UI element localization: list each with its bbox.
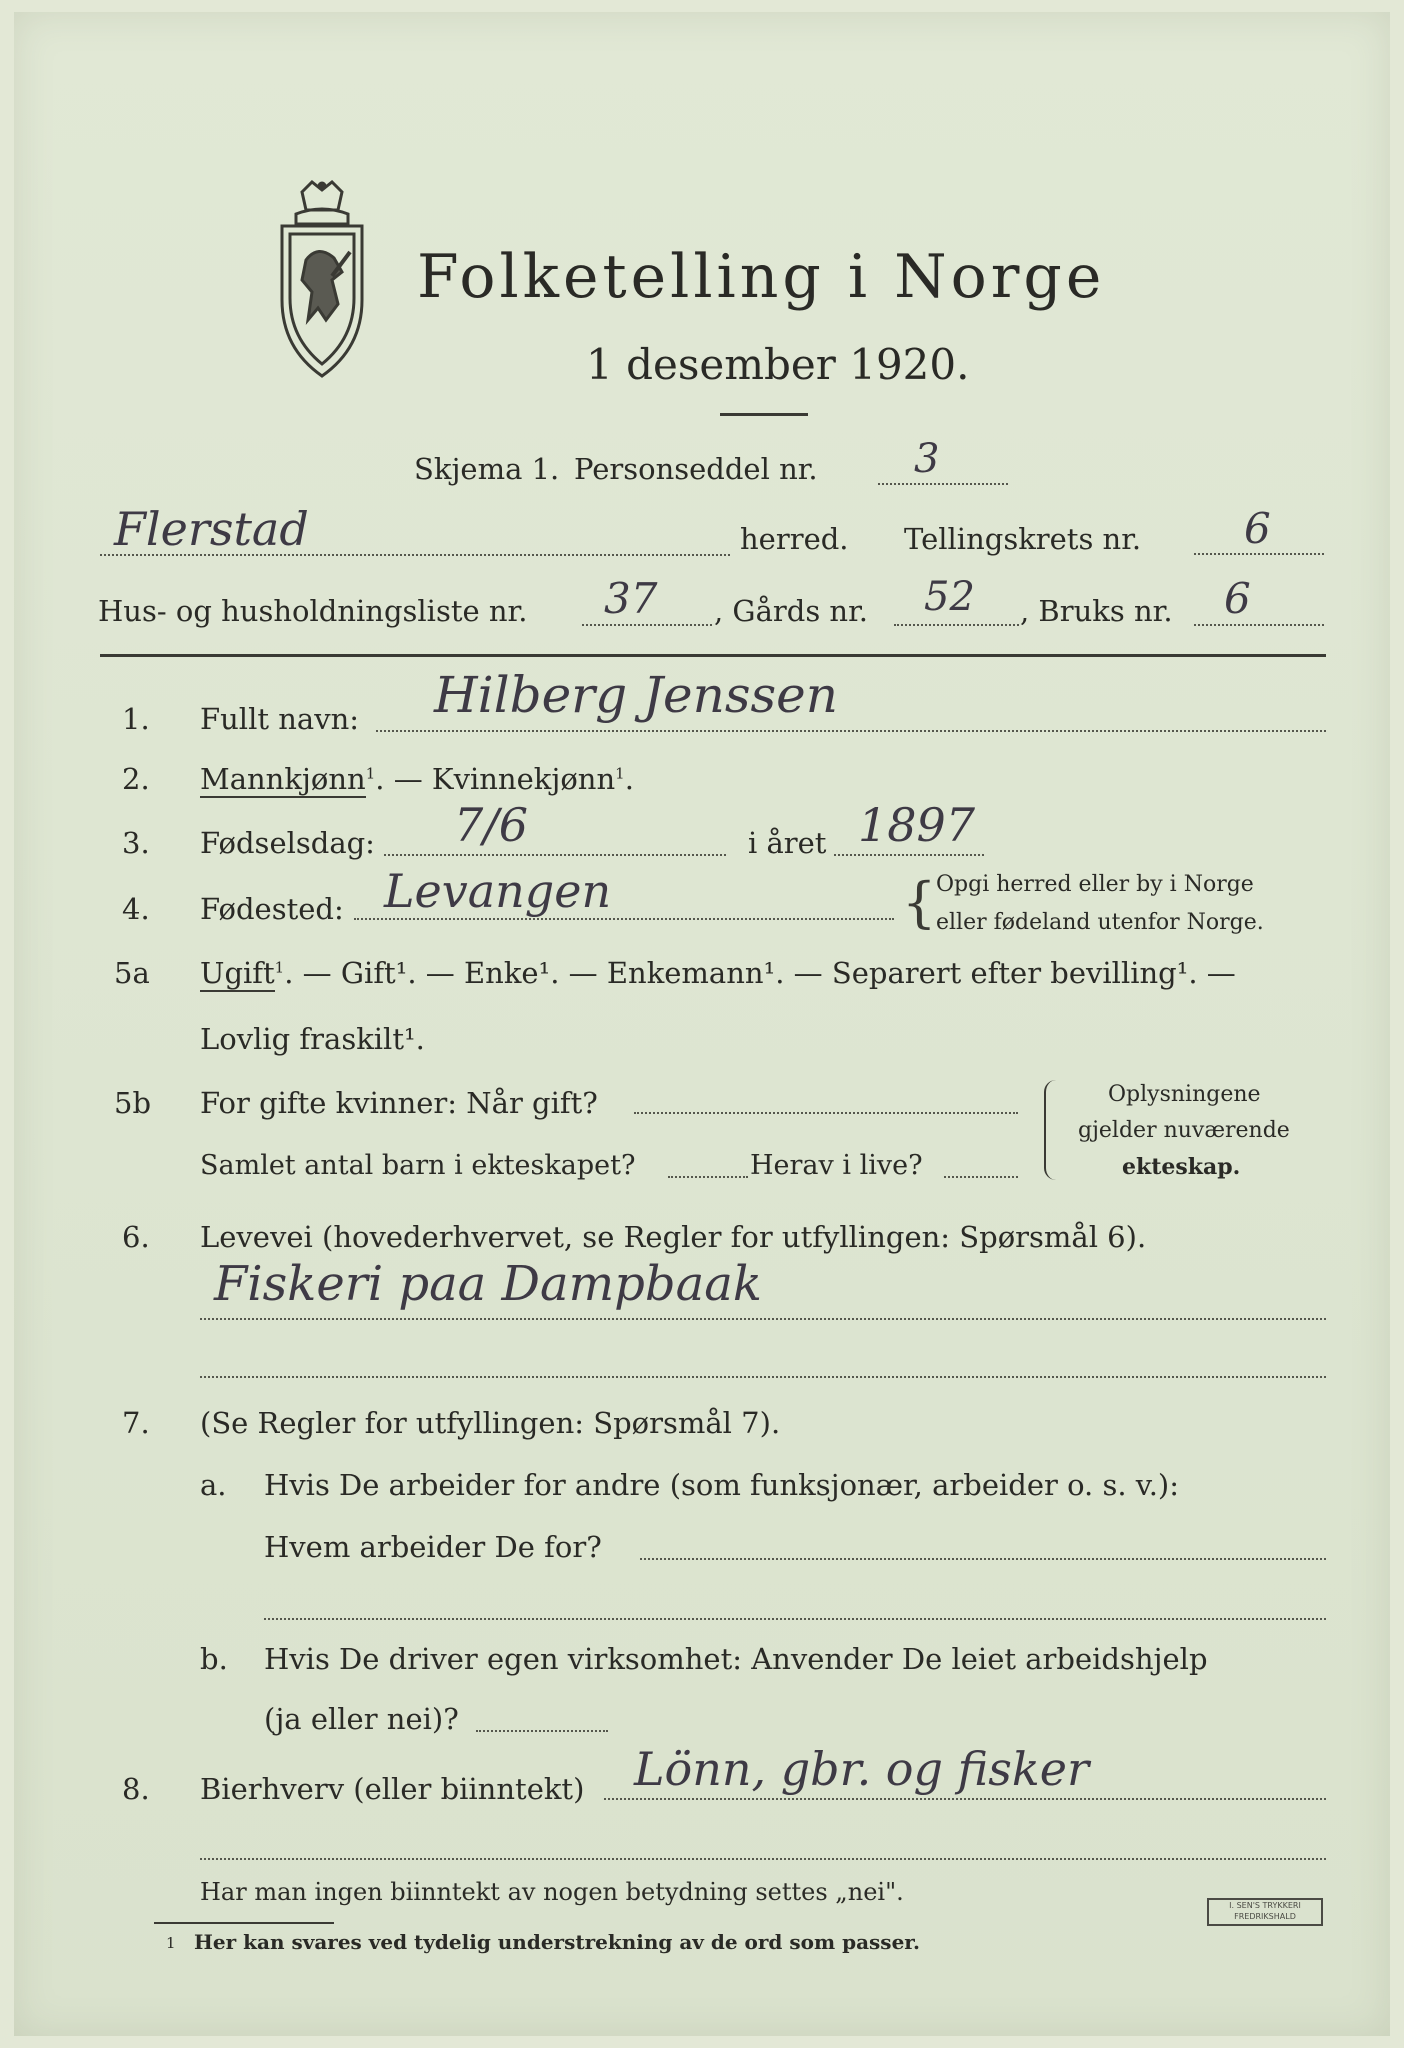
q4-note-line2: eller fødeland utenfor Norge. (936, 910, 1264, 935)
q3-year-value[interactable]: 1897 (858, 798, 976, 852)
q3-year-label: i året (748, 826, 827, 860)
q1-number: 1. (122, 702, 150, 736)
gards-value[interactable]: 52 (924, 574, 975, 620)
herred-value[interactable]: Flerstad (114, 502, 309, 556)
q7a-line2: Hvem arbeider De for? (264, 1530, 602, 1564)
q5b-alive-line (944, 1176, 1018, 1178)
hus-label: Hus- og husholdningsliste nr. (98, 594, 528, 628)
q7-number: 7. (122, 1406, 150, 1440)
personseddel-line (878, 483, 1008, 485)
q5b-number: 5b (114, 1086, 152, 1120)
herred-label: herred. (740, 522, 849, 556)
q3-birthday-value[interactable]: 7/6 (454, 798, 529, 852)
q5b-married-line (634, 1112, 1018, 1114)
q6-occupation-value[interactable]: Fiskeri paa Dampbaak (214, 1256, 762, 1312)
q4-number: 4. (122, 892, 150, 926)
q4-brace: { (902, 871, 937, 934)
q5b-line1: For gifte kvinner: Når gift? (200, 1086, 598, 1120)
q4-label: Fødested: (200, 892, 344, 926)
q5b-children-line (668, 1176, 748, 1178)
q8-line (604, 1798, 1326, 1800)
q2-separator: . — (375, 762, 432, 796)
printer-stamp (1207, 1898, 1323, 1926)
stamp-line1: I. SEN'S TRYKKERI (1229, 1901, 1301, 1910)
schema-label: Skjema 1. (414, 452, 560, 486)
census-form-sheet (14, 12, 1390, 2036)
coat-of-arms-icon (262, 180, 382, 380)
hus-line (582, 624, 712, 626)
q5a-ugift-option[interactable]: Ugift (200, 956, 275, 990)
gards-line (894, 624, 1019, 626)
q7b-answer-line (476, 1730, 608, 1732)
q5b-alive-label: Herav i live? (750, 1150, 923, 1181)
tellingskrets-label: Tellingskrets nr. (904, 522, 1142, 556)
header-divider (100, 654, 1326, 657)
tellingskrets-value[interactable]: 6 (1244, 504, 1271, 553)
q8-line2 (200, 1858, 1326, 1860)
q7a-employer-line2 (264, 1618, 1326, 1620)
q2-male-option[interactable]: Mannkjønn (200, 762, 366, 796)
q2-number: 2. (122, 762, 150, 796)
q5b-children-label: Samlet antal barn i ekteskapet? (200, 1150, 636, 1181)
q7a-line1: Hvis De arbeider for andre (som funksjonær, arbeider o. s. v.): (264, 1468, 1180, 1502)
q4-birthplace-value[interactable]: Levangen (384, 864, 612, 918)
gards-label: , Gårds nr. (714, 594, 868, 628)
q5b-note-line3: ekteskap. (1122, 1154, 1241, 1180)
q5a-number: 5a (114, 956, 150, 990)
q8-label: Bierhverv (eller biinntekt) (200, 1772, 585, 1806)
personseddel-value[interactable]: 3 (914, 436, 940, 482)
stamp-line2: FREDRIKSHALD (1234, 1912, 1296, 1921)
tellingskrets-line (1194, 553, 1324, 555)
personseddel-label: Personseddel nr. (574, 452, 818, 486)
q7a-letter: a. (200, 1468, 227, 1502)
q8-number: 8. (122, 1772, 150, 1806)
q1-line (376, 730, 1326, 732)
title-divider (720, 413, 808, 416)
q7a-employer-line (640, 1558, 1326, 1560)
q4-note-line1: Opgi herred eller by i Norge (936, 872, 1254, 897)
q5a-other-options[interactable]: . — Gift¹. — Enke¹. — Enkemann¹. — Separert efter bevilling¹. — (284, 956, 1236, 990)
bruks-line (1194, 624, 1324, 626)
q8-side-income-value[interactable]: Lönn, gbr. og fisker (634, 1742, 1089, 1796)
footnote-mark: 1 (166, 1934, 176, 1952)
q3-year-line (834, 854, 984, 856)
q2-end: . (624, 762, 634, 796)
q7b-letter: b. (200, 1642, 228, 1676)
q1-full-name-value[interactable]: Hilberg Jenssen (434, 666, 838, 724)
q3-line (384, 854, 726, 856)
q6-number: 6. (122, 1220, 150, 1254)
hus-value[interactable]: 37 (604, 574, 658, 623)
q6-label: Levevei (hovederhvervet, se Regler for utfyllingen: Spørsmål 6). (200, 1220, 1147, 1254)
bruks-value[interactable]: 6 (1224, 574, 1251, 623)
q7-label: (Se Regler for utfyllingen: Spørsmål 7). (200, 1406, 781, 1440)
q6-line2 (200, 1376, 1326, 1378)
q5b-bracket-left (1044, 1080, 1056, 1180)
q4-line (354, 918, 894, 920)
q7b-line2: (ja eller nei)? (264, 1702, 459, 1736)
q2-female-option[interactable]: Kvinnekjønn (431, 762, 616, 796)
census-date: 1 desember 1920. (586, 340, 970, 389)
q5b-note-line2: gjelder nuværende (1078, 1118, 1290, 1143)
q5a-options-line1: Ugift$^1$. — Gift¹. — Enke¹. — Enkemann¹. — Separert efter bevilling¹. — (200, 956, 1236, 990)
q7b-line1: Hvis De driver egen virksomhet: Anvender De leiet arbeidshjelp (264, 1642, 1208, 1676)
footer-divider (154, 1922, 334, 1924)
no-income-note: Har man ingen biinntekt av nogen betydning settes „nei". (200, 1878, 904, 1906)
q2-sex-options: Mannkjønn$^1$. — Kvinnekjønn$^1$. (200, 762, 634, 796)
q6-line1 (200, 1318, 1326, 1320)
herred-line (100, 554, 730, 556)
q5b-note-line1: Oplysningene (1108, 1082, 1261, 1107)
form-title: Folketelling i Norge (417, 242, 1106, 312)
q1-label: Fullt navn: (200, 702, 360, 736)
q5a-options-line2[interactable]: Lovlig fraskilt¹. (200, 1022, 425, 1056)
bruks-label: , Bruks nr. (1020, 594, 1173, 628)
footnote-text: Her kan svares ved tydelig understrekning av de ord som passer. (194, 1930, 920, 1954)
q3-number: 3. (122, 826, 150, 860)
q3-label: Fødselsdag: (200, 826, 375, 860)
